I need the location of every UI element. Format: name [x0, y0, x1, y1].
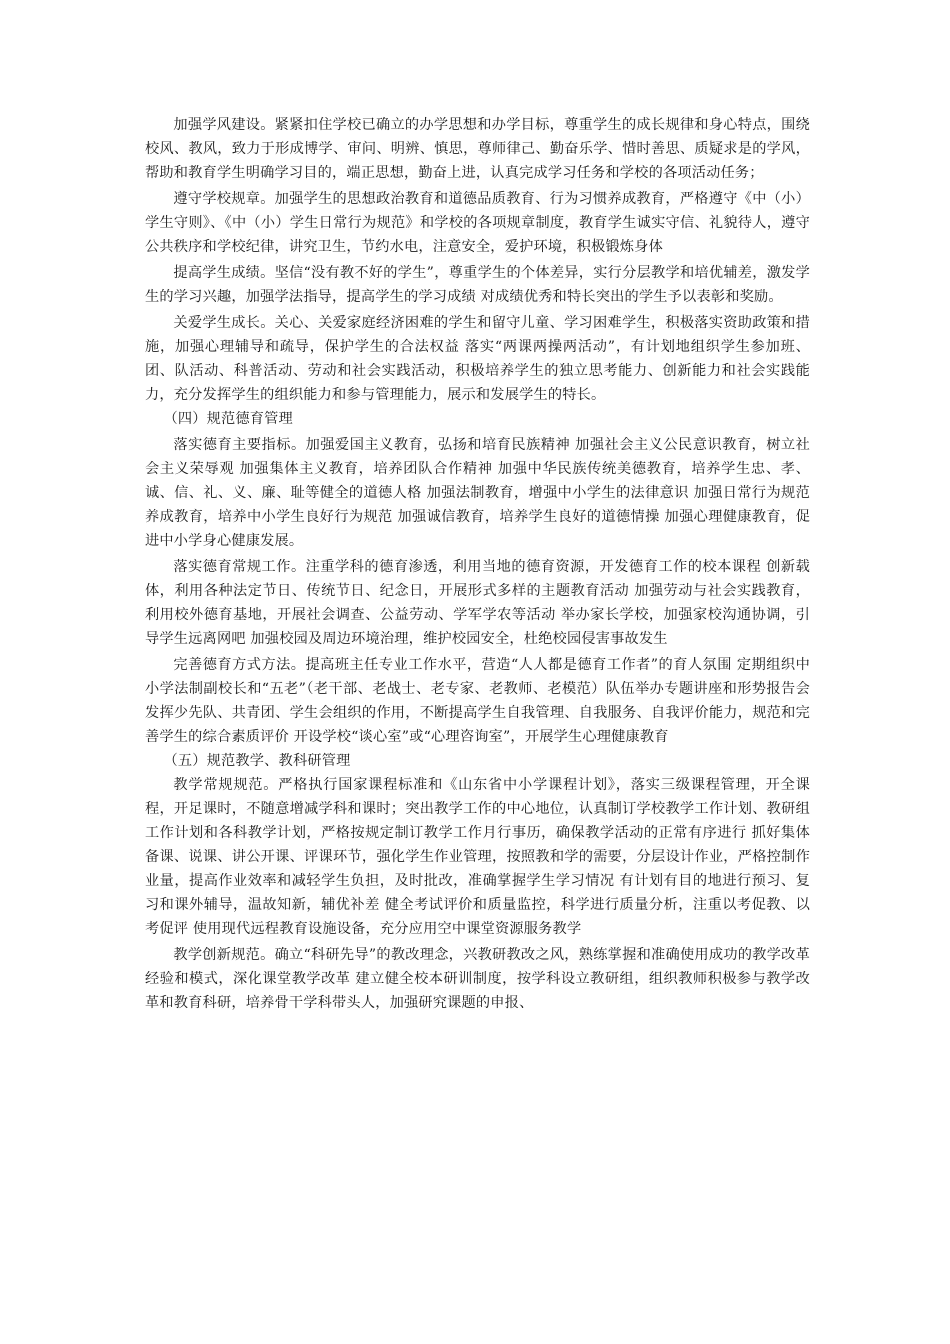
paragraph-school-rules: 遵守学校规章。加强学生的思想政治教育和道德品质教育、行为习惯养成教育，严格遵守《中（小）学生守则》、《中（小）学生日常行为规范》和学校的各项规章制度，教育学生诚实守信、礼貌待人，遵守公共秩序和学校纪律，讲究卫生，节约水电，注意安全，爱护环境，积极锻炼身体 — [145, 191, 810, 255]
paragraph-teaching-routine: 教学常规规范。严格执行国家课程标准和《山东省中小学课程计划》，落实三级课程管理，开全课程，开足课时，不随意增减学科和课时；突出教学工作的中心地位，认真制订学校教学工作计划、教研组工作计划和各科教学计划，严格按规定制订教学工作月行事历，确保教学活动的正常有序进行 抓好集体备课、说课、讲公开课、评课环节，强化学生作业管理，按照教和学的需要，分层设计作业，严格控制作业量，提高作业效率和减轻学生负担，及时批改，准确掌握学生学习情况 有计划有目的地进行预习、复习和课外辅导，温故知新，辅优补差 健全考试评价和质量监控，科学进行质量分析，注重以考促教、以考促评 使用现代远程教育设施设备，充分应用空中课堂资源服务教学 — [145, 777, 810, 937]
section-heading-moral-management: （四）规范德育管理 — [163, 411, 293, 427]
document-page — [145, 113, 810, 1015]
paragraph-improve-grades: 提高学生成绩。坚信“没有教不好的学生”，尊重学生的个体差异，实行分层教学和培优辅差，激发学生的学习兴趣，加强学法指导，提高学生的学习成绩 对成绩优秀和特长突出的学生予以表彰和奖励。 — [145, 265, 810, 305]
paragraph-moral-routine: 落实德育常规工作。注重学科的德育渗透，利用当地的德育资源，开发德育工作的校本课程 创新载体，利用各种法定节日、传统节日、纪念日，开展形式多样的主题教育活动 加强劳动与社会实践教育，利用校外德育基地，开展社会调查、公益劳动、学军学农等活动 举办家长学校，加强家校沟通协调，引导学生远离网吧 加强校园及周边环境治理，维护校园安全，杜绝校园侵害事故发生 — [145, 559, 810, 647]
paragraph-student-care: 关爱学生成长。关心、关爱家庭经济困难的学生和留守儿童、学习困难学生，积极落实资助政策和措施，加强心理辅导和疏导，保护学生的合法权益 落实“两课两操两活动”，有计划地组织学生参加班、团、队活动、科普活动、劳动和社会实践活动，积极培养学生的独立思考能力、创新能力和社会实践能力，充分发挥学生的组织能力和参与管理能力，展示和发展学生的特长。 — [145, 315, 810, 403]
paragraph-moral-indicators: 落实德育主要指标。加强爱国主义教育，弘扬和培育民族精神 加强社会主义公民意识教育，树立社会主义荣辱观 加强集体主义教育，培养团队合作精神 加强中华民族传统美德教育，培养学生忠、孝、诚、信、礼、义、廉、耻等健全的道德人格 加强法制教育，增强中小学生的法律意识 加强日常行为规范养成教育，培养中小学生良好行为规范 加强诚信教育，培养学生良好的道德情操 加强心理健康教育，促进中小学身心健康发展。 — [145, 437, 810, 549]
paragraph-study-style: 加强学风建设。紧紧扣住学校已确立的办学思想和办学目标，尊重学生的成长规律和身心特点，围绕校风、教风，致力于形成博学、审问、明辨、慎思，尊师律己、勤奋乐学、惜时善思、质疑求是的学风，帮助和教育学生明确学习目的，端正思想，勤奋上进，认真完成学习任务和学校的各项活动任务； — [145, 117, 810, 181]
section-heading-teaching-management: （五）规范教学、教科研管理 — [163, 753, 351, 769]
paragraph-teaching-innovation: 教学创新规范。确立“科研先导”的教改理念，兴教研教改之风，熟练掌握和准确使用成功的教学改革经验和模式，深化课堂教学改革 建立健全校本研训制度，按学科设立教研组，组织教师积极参与教学改革和教育科研，培养骨干学科带头人，加强研究课题的申报、 — [145, 947, 810, 1011]
paragraph-moral-methods: 完善德育方式方法。提高班主任专业工作水平，营造“人人都是德育工作者”的育人氛围 定期组织中小学法制副校长和“五老”（老干部、老战士、老专家、老教师、老模范）队伍举办专题讲座和形势报告会 发挥少先队、共青团、学生会组织的作用，不断提高学生自我管理、自我服务、自我评价能力，规范和完善学生的综合素质评价 开设学校“谈心室”或“心理咨询室”，开展学生心理健康教育 — [145, 657, 810, 745]
